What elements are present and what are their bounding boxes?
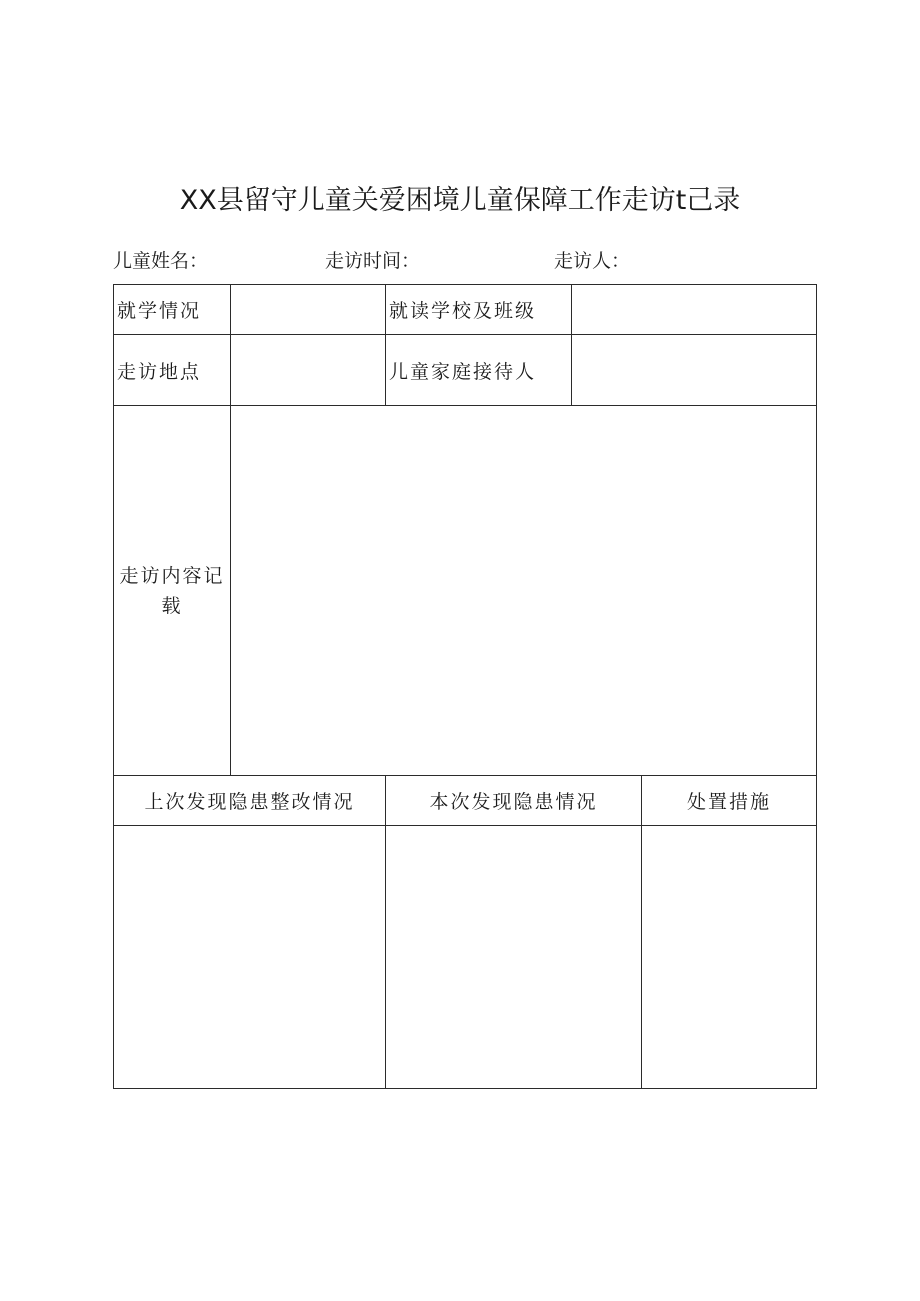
visit-time-label: 走访时间：	[325, 250, 421, 272]
visitor-label: 走访人：	[554, 250, 631, 272]
table-row-hazard-values	[114, 826, 817, 1089]
previous-hazard-value-cell[interactable]	[114, 826, 386, 1089]
page-title: XX县留守儿童关爱困境儿童保障工作走访t己录	[179, 185, 741, 216]
measures-header: 处置措施	[642, 776, 817, 826]
visit-location-label: 走访地点	[114, 335, 231, 406]
family-receiver-value-cell[interactable]	[572, 335, 817, 406]
visit-location-value-cell[interactable]	[231, 335, 386, 406]
child-name-label: 儿童姓名：	[113, 250, 209, 272]
info-line	[0, 244, 920, 278]
table-row-content	[114, 406, 817, 776]
visit-record-table	[113, 284, 817, 1089]
previous-hazard-header: 上次发现隐患整改情况	[114, 776, 386, 826]
table-row-schooling	[114, 285, 817, 335]
table-row-hazard-headers	[114, 776, 817, 826]
schooling-label: 就学情况	[114, 285, 231, 335]
visit-content-value-cell[interactable]	[231, 406, 817, 776]
visit-content-label: 走访内容记载	[114, 406, 231, 776]
school-class-value-cell[interactable]	[572, 285, 817, 335]
schooling-value-cell[interactable]	[231, 285, 386, 335]
school-class-label: 就读学校及班级	[386, 285, 572, 335]
family-receiver-label: 儿童家庭接待人	[386, 335, 572, 406]
measures-value-cell[interactable]	[642, 826, 817, 1089]
table-row-location	[114, 335, 817, 406]
current-hazard-value-cell[interactable]	[386, 826, 642, 1089]
current-hazard-header: 本次发现隐患情况	[386, 776, 642, 826]
